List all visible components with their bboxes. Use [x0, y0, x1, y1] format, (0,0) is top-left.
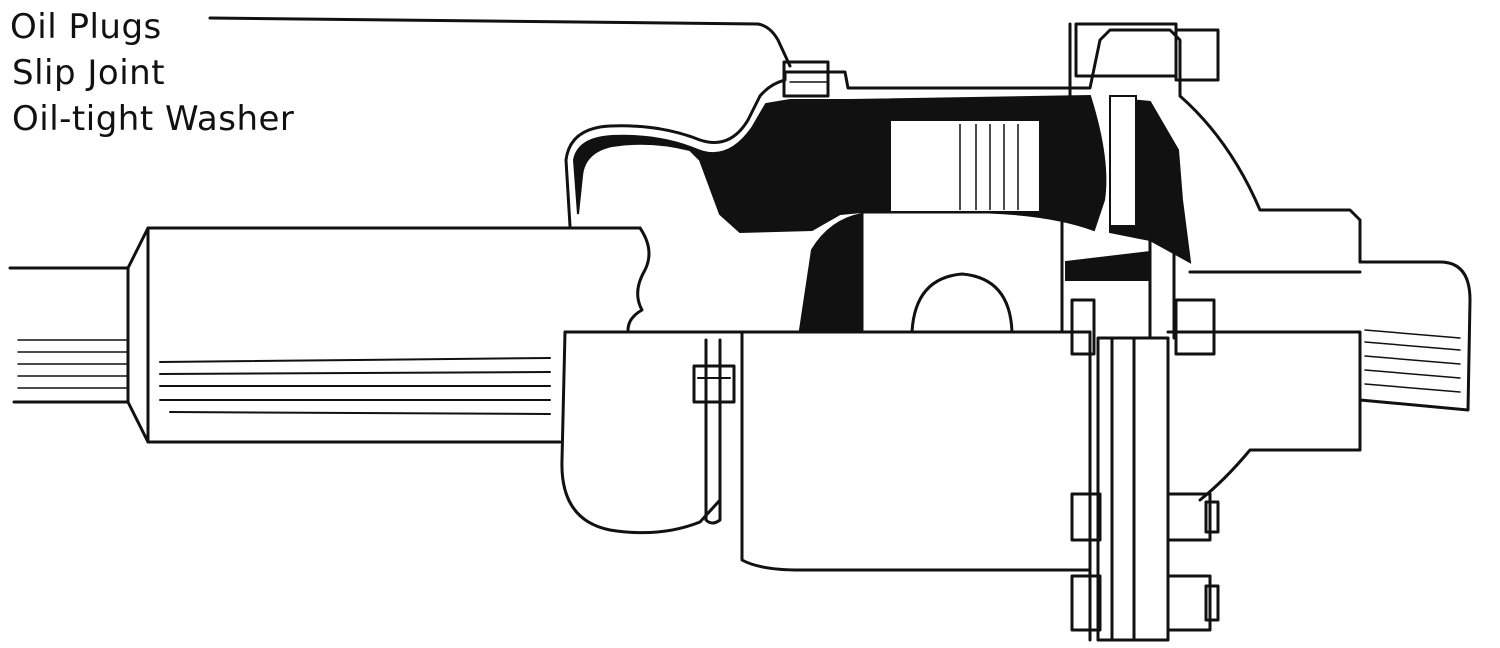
joint-housing-front — [1168, 272, 1360, 500]
block-section — [800, 214, 862, 330]
left-shaft — [10, 268, 128, 402]
oil-plug-leader-line — [210, 18, 790, 66]
clamp-band — [694, 340, 734, 523]
flange-bolt-bottom — [1072, 576, 1218, 630]
slip-joint-tube — [128, 228, 649, 442]
joint-housing-rear — [562, 332, 1090, 640]
flange-bolt-upper — [1072, 300, 1214, 354]
label-oil-plugs: Oil Plugs — [10, 7, 162, 47]
label-slip-joint: Slip Joint — [12, 53, 166, 93]
flange-key — [1110, 96, 1136, 226]
flange-bolt-lower — [1072, 494, 1218, 540]
flange — [1098, 240, 1174, 640]
inner-ring-section — [1066, 252, 1150, 280]
right-shaft — [1360, 262, 1470, 410]
label-oil-tight-washer: Oil-tight Washer — [12, 99, 295, 139]
